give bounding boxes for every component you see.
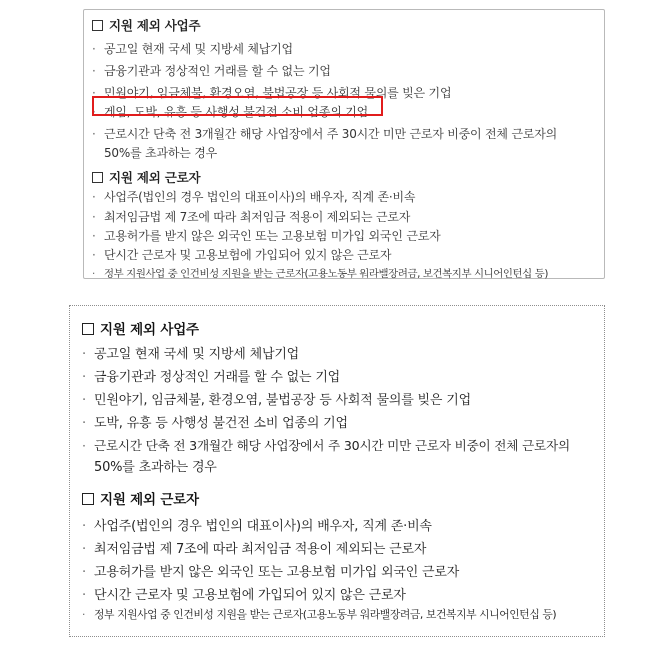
list-item: · 사업주(법인의 경우 법인의 대표이사)의 배우자, 직계 존·비속	[92, 190, 416, 204]
list-item: · 최저임금법 제 7조에 따라 최저임금 적용이 제외되는 근로자	[92, 210, 411, 224]
list-item-highlighted: · 게임, 도박, 유흥 등 사행성 불건전 소비 업종의 기업	[92, 105, 368, 119]
list-item: · 정부 지원사업 중 인건비성 지원을 받는 근로자(고용노동부 워라밸장려금, 보건복지부 시니어인턴십 등)	[82, 608, 557, 621]
list-item: · 정부 지원사업 중 인건비성 지원을 받는 근로자(고용노동부 워라밸장려금, 보건복지부 시니어인턴십 등)	[92, 268, 549, 280]
employer-exclusion-heading: 지원 제외 사업주	[82, 318, 199, 338]
list-item-continuation: 50%를 초과하는 경우	[104, 146, 218, 160]
worker-exclusion-heading: 지원 제외 근로자	[92, 168, 200, 186]
list-item: · 민원야기, 임금체불, 환경오염, 불법공장 등 사회적 물의를 빚은 기업	[82, 393, 471, 408]
original-notice-box	[83, 9, 605, 279]
list-item-continuation: 50%를 초과하는 경우	[94, 460, 217, 475]
checkbox-square-icon	[92, 172, 103, 183]
worker-exclusion-heading: 지원 제외 근로자	[82, 488, 199, 508]
list-item: · 공고일 현재 국세 및 지방세 체납기업	[82, 347, 300, 362]
list-item: · 도박, 유흥 등 사행성 불건전 소비 업종의 기업	[82, 416, 348, 431]
list-item: · 금융기관과 정상적인 거래를 할 수 없는 기업	[82, 370, 341, 385]
employer-exclusion-heading: 지원 제외 사업주	[92, 16, 200, 34]
list-item: · 금융기관과 정상적인 거래를 할 수 없는 기업	[92, 64, 331, 78]
checkbox-square-icon	[82, 493, 94, 505]
list-item: · 단시간 근로자 및 고용보험에 가입되어 있지 않은 근로자	[92, 248, 392, 262]
checkbox-square-icon	[82, 323, 94, 335]
list-item: · 최저임금법 제 7조에 따라 최저임금 적용이 제외되는 근로자	[82, 542, 427, 557]
checkbox-square-icon	[92, 20, 103, 31]
red-highlight-box	[92, 96, 383, 116]
revised-notice-box	[69, 305, 605, 637]
list-item: · 근로시간 단축 전 3개월간 해당 사업장에서 주 30시간 미만 근로자 비중이 전체 근로자의	[82, 438, 570, 453]
list-item: · 고용허가를 받지 않은 외국인 또는 고용보험 미가입 외국인 근로자	[82, 565, 460, 580]
list-item: · 고용허가를 받지 않은 외국인 또는 고용보험 미가입 외국인 근로자	[92, 229, 441, 243]
list-item: · 민원야기, 임금체불, 환경오염, 불법공장 등 사회적 물의를 빚은 기업	[92, 86, 452, 100]
list-item: · 단시간 근로자 및 고용보험에 가입되어 있지 않은 근로자	[82, 588, 406, 603]
list-item: · 공고일 현재 국세 및 지방세 체납기업	[92, 42, 293, 56]
list-item: · 사업주(법인의 경우 법인의 대표이사)의 배우자, 직계 존·비속	[82, 519, 432, 534]
list-item: · 근로시간 단축 전 3개월간 해당 사업장에서 주 30시간 미만 근로자 비중이 전체 근로자의	[92, 127, 558, 141]
